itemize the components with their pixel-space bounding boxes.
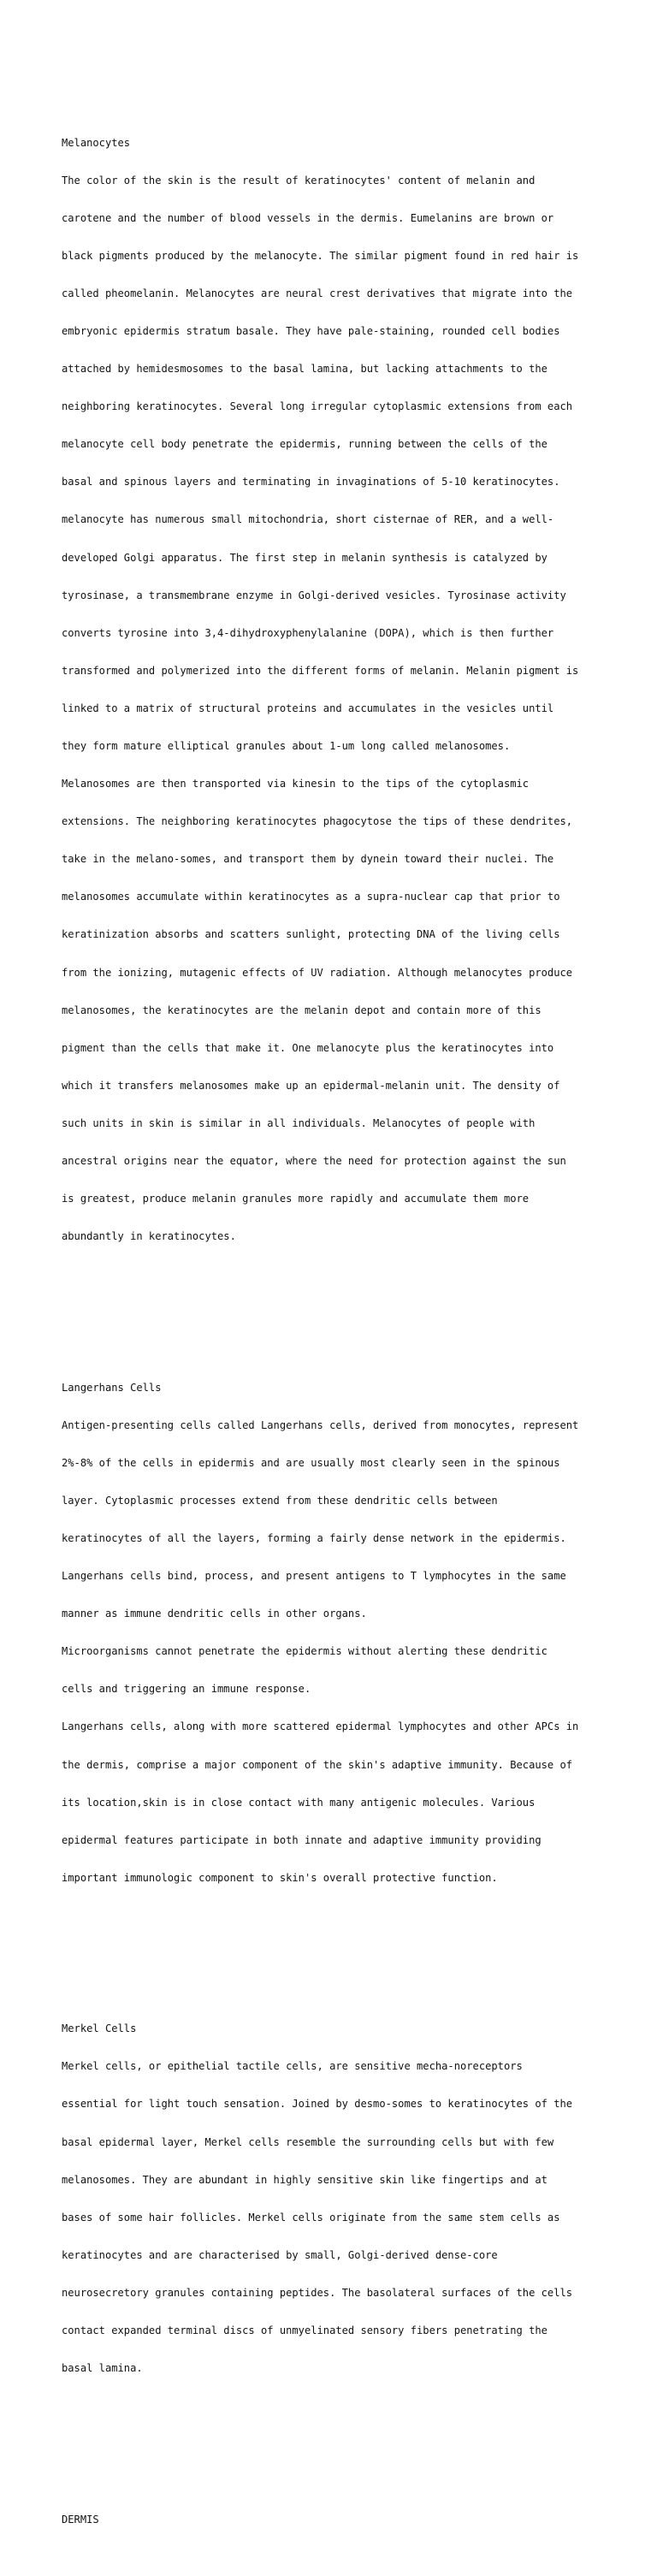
paragraph-line: melanosomes, the keratinocytes are the melanin depot and contain more of this [62,1004,542,1016]
paragraph-line: melanocyte cell body penetrate the epidermis, running between the cells of the [62,438,548,451]
section-merkel-cells [62,1998,609,2400]
paragraph-line: take in the melano-somes, and transport them by dynein toward their nuclei. The [62,853,554,866]
paragraph-line: linked to a matrix of structural proteins and accumulates in the vesicles until [62,702,554,714]
paragraph-line: attached by hemidesmosomes to the basal lamina, but lacking attachments to the [62,363,548,376]
paragraph-line: from the ionizing, mutagenic effects of UV radiation. Although melanocytes produce [62,966,573,979]
section-spacer [62,1947,609,1960]
section-heading: Melanocytes [62,136,131,149]
paragraph-line: melanosomes accumulate within keratinocytes as a supra-nuclear cap that prior to [62,891,560,903]
paragraph-line: melanocyte has numerous small mitochondria, short cisternae of RER, and a well- [62,513,554,526]
paragraph-line: ancestral origins near the equator, where the need for protection against the sun [62,1155,566,1168]
paragraph-line: melanosomes. They are abundant in highly sensitive skin like fingertips and at [62,2173,548,2186]
paragraph-line: basal and spinous layers and terminating in invaginations of 5-10 keratinocytes. [62,476,560,489]
paragraph-line: important immunologic component to skin's overall protective function. [62,1871,498,1884]
paragraph-line: contact expanded terminal discs of unmyelinated sensory fibers penetrating the [62,2324,548,2337]
paragraph-line: pigment than the cells that make it. One melanocyte plus the keratinocytes into [62,1041,554,1054]
paragraph-line: essential for light touch sensation. Joined by desmo-somes to keratinocytes of the [62,2098,573,2111]
section-dermis [62,2488,609,2551]
paragraph-line: keratinocytes of all the layers, forming a fairly dense network in the epidermis. [62,1532,566,1545]
paragraph-line: layer. Cytoplasmic processes extend from these dendritic cells between [62,1494,498,1507]
paragraph-line: Langerhans cells bind, process, and present antigens to T lymphocytes in the same [62,1570,566,1583]
paragraph-line: developed Golgi apparatus. The first step in melanin synthesis is catalyzed by [62,551,548,564]
paragraph-line: Merkel cells, or epithelial tactile cells, are sensitive mecha-noreceptors [62,2060,523,2073]
paragraph-line: epidermal features participate in both innate and adaptive immunity providing [62,1833,542,1846]
paragraph-line: its location,skin is in close contact with many antigenic molecules. Various [62,1796,536,1809]
paragraph-line: The color of the skin is the result of keratinocytes' content of melanin and [62,174,536,187]
paragraph-line: carotene and the number of blood vessels in the dermis. Eumelanins are brown or [62,211,554,224]
paragraph-line: tyrosinase, a transmembrane enzyme in Golgi-derived vesicles. Tyrosinase activity [62,589,566,601]
paragraph-line: manner as immune dendritic cells in other organs. [62,1608,367,1620]
paragraph-line: keratinocytes and are characterised by small, Golgi-derived dense-core [62,2248,498,2261]
paragraph-line: the dermis, comprise a major component of the skin's adaptive immunity. Because of [62,1758,573,1771]
section-heading: DERMIS [62,2513,99,2526]
paragraph-line: they form mature elliptical granules about 1-um long called melanosomes. [62,740,511,753]
paragraph-line: basal epidermal layer, Merkel cells resemble the surrounding cells but with few [62,2135,554,2148]
paragraph-line: cells and triggering an immune response. [62,1683,311,1696]
paragraph-line: neighboring keratinocytes. Several long irregular cytoplasmic extensions from each [62,400,573,413]
paragraph-line: abundantly in keratinocytes. [62,1230,236,1243]
paragraph-line: bases of some hair follicles. Merkel cells originate from the same stem cells as [62,2211,560,2224]
paragraph-line: transformed and polymerized into the different forms of melanin. Melanin pigment is [62,664,579,677]
section-melanocytes [62,111,609,1268]
section-spacer [62,1306,609,1318]
paragraph-line: basal lamina. [62,2362,143,2375]
paragraph-line: neurosecretory granules containing peptides. The basolateral surfaces of the cells [62,2286,573,2299]
section-langerhans-cells [62,1356,609,1910]
paragraph-line: Microorganisms cannot penetrate the epidermis without alerting these dendritic [62,1645,548,1658]
section-heading: Langerhans Cells [62,1381,162,1394]
paragraph-line: Melanosomes are then transported via kinesin to the tips of the cytoplasmic [62,778,530,791]
document-page [62,74,609,2576]
paragraph-line: converts tyrosine into 3,4-dihydroxyphenylalanine (DOPA), which is then further [62,626,554,639]
paragraph-line: called pheomelanin. Melanocytes are neural crest derivatives that migrate into the [62,287,573,299]
paragraph-line: such units in skin is similar in all individuals. Melanocytes of people with [62,1116,536,1129]
paragraph-line: 2%-8% of the cells in epidermis and are usually most clearly seen in the spinous [62,1456,560,1469]
section-spacer [62,2437,609,2450]
paragraph-line: black pigments produced by the melanocyte. The similar pigment found in red hair is [62,249,579,262]
paragraph-line: Langerhans cells, along with more scattered epidermal lymphocytes and other APCs in [62,1720,579,1733]
section-heading: Merkel Cells [62,2022,137,2035]
paragraph-line: is greatest, produce melanin granules more rapidly and accumulate them more [62,1193,530,1205]
paragraph-line: Antigen-presenting cells called Langerhans cells, derived from monocytes, represent [62,1418,579,1431]
paragraph-line: embryonic epidermis stratum basale. They have pale-staining, rounded cell bodies [62,324,560,337]
paragraph-line: keratinization absorbs and scatters sunlight, protecting DNA of the living cells [62,928,560,941]
paragraph-line: which it transfers melanosomes make up an epidermal-melanin unit. The density of [62,1079,560,1092]
paragraph-line: extensions. The neighboring keratinocytes phagocytose the tips of these dendrites, [62,815,573,828]
